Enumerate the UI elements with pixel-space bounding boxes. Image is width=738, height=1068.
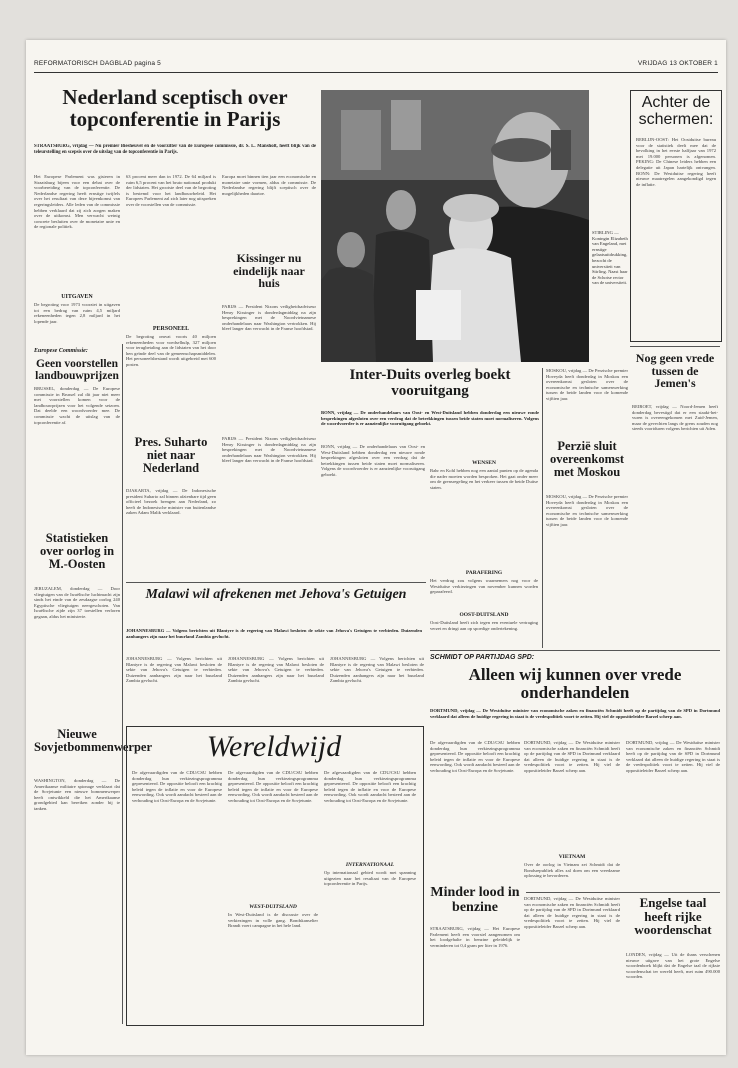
page-header [34,60,718,70]
inter-duits-col3: Het verdrag zou volgens waarnemers nog voor de Westduitse verkiezingen van november kunnen worden geparafeerd. [430,578,538,595]
achter-de-schermen-box [630,90,722,342]
jehova-col3: JOHANNESBURG — Volgens berichten uit Blantyre is de regering van Malawi besloten de sekte van Jehova's Getuigen te verbieden. Duizenden aanhangers zijn naar het buurland Zambia gevlucht. [330,656,424,684]
jemen-text: BEIROET, vrijdag — Noord-Jemen heeft donderdag bevestigd dat er een staakt-het-vuren is overeengekomen met Zuid-Jemen, maar de gevechten langs de grens zouden nog steeds voortduren volgens berichten uit Aden. [632,404,718,432]
sovjet-headline: Nieuwe Sovjetbommenwerper [34,727,153,755]
wereldwijd-col3: De afgevaardigden van de CDU/CSU hebben donderdag hun verkiezingsprogramma gepresenteerd. De oppositie belooft een krachtig beleid tegen de inflatie en voor de Europese eenwording. Ook wordt aandacht besteed aan de verhouding tot Oost-Europa en de Sovjetunie. [324,770,416,803]
inter-duits-subhead-oost: OOST-DUITSLAND [459,612,509,618]
header-rule [34,72,718,73]
wereldwijd-title: Wereldwijd [206,730,342,763]
middle-filler-text: PARIJS — President Nixons veiligheidsadviseur Henry Kissinger is donderdagmiddag na zijn besprekingen met de Noordvietnamese onderhandelaars naar Washington vertrokken. Hij bleef langer dan verwacht in de Franse hoofdstad. [222,436,316,464]
statistieken-headline: Statistieken over oorlog in M.-Oosten [39,531,115,572]
main-headline: Nederland sceptisch over topconferentie in Parijs [62,85,288,132]
statistieken-text: JERUZALEM, donderdag — Door vliegtuigen van de Israëlische luchtmacht zijn sinds het einde van de zesdaagse oorlog 240 Egyptische vliegtuigen neergeschoten. Van Israëlische zijde zijn 37 toestellen verloren gegaan, aldus het ministerie. [34,586,120,619]
wereldwijd-subhead-internationaal: INTERNATIONAAL [345,862,395,868]
engels-text: LONDEN, vrijdag — Uit de thans verschenen nieuwe uitgave van het grote Engelse woordenboek blijkt dat de Engelse taal de rijkste woordenschat ter wereld heeft, met ruim 490.000 woorden. [626,952,720,980]
jemen-rule [630,346,720,347]
divider-photo-right [542,368,543,648]
sovjet-text: WASHINGTON, donderdag — De Amerikaanse militaire spionage verklaart dat de Sovjetunie een nieuwe bommenwerper heeft ontwikkeld die het Amerikaanse grondgebied kan bereiken zonder bij te tanken. [34,778,120,811]
inter-duits-col2: Bahr en Kohl hebben nog een aantal punten op de agenda die nader moeten worden besproken. Het gaat onder meer om de grensregeling en het verkeer tussen de beide Duitse staten. [430,468,538,490]
main-article-lead: STRAATSBURG, vrijdag — Nu premier Biesheuvel en de voorzitter van de Europese commissie, dr. S. L. Mansholt, heeft blijk van de teleurstelling en scepsis over de uitslag van de topconferentie in Parijs. [34,144,316,155]
queen-photo [321,90,589,362]
commissie-kicker: Europese Commissie: [34,348,88,354]
spd-top-rule [430,650,720,651]
spd-lead: DORTMUND, vrijdag — De Westduitse minister van economische zaken en financiën Schmidt heeft op de partijdag van de SPD in Dortmund verklaard dat alleen de huidige regering in staat is de vredespolitiek voort te zetten. Hij viel de oppositieleider Barzel scherp aan. [430,708,720,719]
main-subhead-text: De begroting voor 1973 voorziet in uitgaven tot een bedrag van ruim 4,5 miljard rekeneenheden tegen 2,8 miljard in het lopende jaar. [34,302,120,324]
wereldwijd-col3b: Op internationaal gebied wordt met spanning uitgezien naar het resultaat van de Europese topconferentie in Parijs. [324,870,416,887]
spd-subhead-vietnam: VIETNAM [558,854,586,860]
divider-col1 [122,344,123,1024]
jemen-headline: Nog geen vrede tussen de Jemen's [635,351,715,391]
benzine-text: STRAATSBURG, vrijdag — Het Europese Parlement heeft een voorstel aangenomen om het loodgehalte in benzine geleidelijk te verminderen tot 0,4 gram per liter in 1976. [430,926,520,948]
inter-duits-lead: BONN, vrijdag — De onderhandelaars van Oost- en West-Duitsland hebben donderdag een nieuwe ronde besprekingen afgesloten over een verdrag dat de betrekkingen tussen beide staten moet normaliseren. Volgens de woordvoerder is er aanzienlijke vooruitgang geboekt. [321,410,539,427]
wereldwijd-col2: De afgevaardigden van de CDU/CSU hebben donderdag hun verkiezingsprogramma gepresenteerd. De oppositie belooft een krachtig beleid tegen de inflatie en voor de Europese eenwording. Ook wordt aandacht besteed aan de verhouding tot Oost-Europa en de Sovjetunie. [228,770,318,803]
perzie-text: MOSKOU, vrijdag — De Perzische premier Hoveyda heeft donderdag in Moskou een overeenkomst gesloten over de economische en technische samenwerking tussen de beide landen voor de komende vijftien jaar. [546,494,628,527]
jehova-top-rule [126,582,426,583]
personeel-text: De begroting omvat voorts 40 miljoen rekeneenheden voor voedselhulp, 327 miljoen voor terugbetaling aan de lidstaten van het door hen geïnde deel van de gemeenschapsmiddelen. Het personeelsbestand wordt uitgebreid met 600 posten. [126,334,216,367]
inter-duits-col1: BONN, vrijdag — De onderhandelaars van Oost- en West-Duitsland hebben donderdag een nieuwe ronde besprekingen afgesloten over een verdrag dat de betrekkingen tussen beide staten moet normaliseren. Volgens de woordvoerder is er aanzienlijke vooruitgang geboekt. [321,444,425,477]
spd-col2: DORTMUND, vrijdag — De Westduitse minister van economische zaken en financiën Schmidt heeft op de partijdag van de SPD in Dortmund verklaard dat alleen de huidige regering in staat is de vredespolitiek voort te zetten. Hij viel de oppositieleider Barzel scherp aan. [626,740,720,773]
benzine-side-col: De afgevaardigden van de CDU/CSU hebben donderdag hun verkiezingsprogramma gepresenteerd. De oppositie belooft een krachtig beleid tegen de inflatie en voor de Europese eenwording. Ook wordt aandacht besteed aan de verhouding tot Oost-Europa en de Sovjetunie. [430,740,520,773]
achter-text: BERLIJN-OOST: Het Oostduitse bureau voor de statistiek deelt mee dat de bevolking in het eerste halfjaar van 1972 met 19.000 personen is afgenomen. PEKING: De Chinese leiders hebben een delegatie uit Japan hartelijk ontvangen. BONN: De Westduitse regering heeft nieuwe maatregelen aangekondigd tegen de inflatie. [636,137,716,187]
kissinger-text: PARIJS — President Nixons veiligheidsadviseur Henry Kissinger is donderdagmiddag na zijn besprekingen met de Noordvietnamese onderhandelaars naar Washington vertrokken. Hij bleef langer dan verwacht in de Franse hoofdstad. [222,304,316,332]
wereldwijd-col2b: In West-Duitsland is de discussie over de verkiezingen in volle gang. Bondskanselier Brandt voert campagne in het hele land. [228,912,318,929]
suharto-text: DJAKARTA, vrijdag — De Indonesische president Suharto zal binnen afzienbare tijd geen officieel bezoek brengen aan Nederland, zo heeft de Indonesische minister van buitenlandse zaken Adam Malik verklaard. [126,488,216,516]
personeel-subhead: PERSONEEL [152,326,190,332]
photo-caption: STIRLING — Koningin Elizabeth van Engeland, met ernstige gelaatsuitdrukking, bezocht de universiteit van Stirling. Naast haar de Schotse rector van de universiteit. [592,230,628,286]
page-date: VRIJDAG 13 OKTOBER 1 [637,60,718,67]
benzine-headline: Minder lood in benzine [430,885,520,915]
spd-headline: Alleen wij kunnen over vrede onderhandelen [468,665,682,702]
jehova-col2: JOHANNESBURG — Volgens berichten uit Blantyre is de regering van Malawi besloten de sekte van Jehova's Getuigen te verbieden. Duizenden aanhangers zijn naar het buurland Zambia gevlucht. [228,656,324,684]
kissinger-headline: Kissinger nu eindelijk naar huis [233,251,305,291]
newspaper-name: REFORMATORISCH DAGBLAD pagina 5 [34,60,161,67]
inter-duits-headline: Inter-Duits overleg boekt vooruitgang [349,367,511,399]
spd-kicker: SCHMIDT OP PARTIJDAG SPD: [430,654,535,661]
engels-rule [526,892,720,893]
newspaper-page [26,40,726,1055]
engels-headline: Engelse taal heeft rijke woordenschat [634,895,712,938]
wereldwijd-col1: De afgevaardigden van de CDU/CSU hebben donderdag hun verkiezingsprogramma gepresenteerd. De oppositie belooft een krachtig beleid tegen de inflatie en voor de Europese eenwording. Ook wordt aandacht besteed aan de verhouding tot Oost-Europa en de Sovjetunie. [132,770,222,803]
wereldwijd-subhead-west: WEST-DUITSLAND [249,904,297,910]
spd-col1b: Over de oorlog in Vietnam zei Schmidt dat de Bondsrepubliek alles zal doen om een vreedzame oplossing te bevorderen. [524,862,620,879]
jehova-col1: JOHANNESBURG — Volgens berichten uit Blantyre is de regering van Malawi besloten de sekte van Jehova's Getuigen te verbieden. Duizenden aanhangers zijn naar het buurland Zambia gevlucht. [126,656,222,684]
perzie-headline: Perzië sluit overeenkomst met Moskou [549,439,625,480]
inter-duits-col4: Oost-Duitsland heeft zich tegen een eventuele vertraging verzet en dringt aan op spoedige ondertekening. [430,620,538,631]
main-article-col3: Europa moet binnen tien jaar een economische en monetaire unie vormen, aldus de commissie. De Nederlandse regering blijft sceptisch over de mogelijkheden daartoe. [222,174,316,196]
engels-side-col: DORTMUND, vrijdag — De Westduitse minister van economische zaken en financiën Schmidt heeft op de partijdag van de SPD in Dortmund verklaard dat alleen de huidige regering in staat is de vredespolitiek voort te zetten. Hij viel de oppositieleider Barzel scherp aan. [524,896,620,929]
main-article-col1: Het Europese Parlement was gisteren in Straatsburg bijeen voor een debat over de voorbereiding van de topconferentie. De Nederlandse regering heeft ernstige twijfels over het resultaat van deze bijeenkomst van regeringsleiders. Alle leden van de commissie hebben verklaard dat zij zich zorgen maken over de uitkomst. Men verwacht weinig concrete besluiten over de monetaire unie en de regionale politiek. [34,174,120,230]
commissie-text: BRUSSEL, donderdag — De Europese commissie in Brussel zal dit jaar niet meer met voorstellen komen voor de landbouwprijzen voor het volgende seizoen. Dat deelde een woordvoerder mee. De commissie wacht de uitslag van de topconferentie af. [34,386,120,425]
spd-col1: DORTMUND, vrijdag — De Westduitse minister van economische zaken en financiën Schmidt heeft op de partijdag van de SPD in Dortmund verklaard dat alleen de huidige regering in staat is de vredespolitiek voort te zetten. Hij viel de oppositieleider Barzel scherp aan. [524,740,620,773]
commissie-headline: Geen voorstellen landbouwprijzen [35,358,119,383]
suharto-headline: Pres. Suharto niet naar Nederland [134,435,208,476]
jehova-headline: Malawi wil afrekenen met Jehova's Getuigen [145,587,407,602]
jehova-lead: JOHANNESBURG — Volgens berichten uit Blantyre is de regering van Malawi besloten de sekte van Jehova's Getuigen te verbieden. Duizenden aanhangers zijn naar het buurland Zambia gevlucht. [126,628,422,639]
inter-duits-subhead-wensen: WENSEN [472,460,496,466]
inter-duits-subhead-parafering: PARAFERING [465,570,503,576]
perzie-intro: MOSKOU, vrijdag — De Perzische premier Hoveyda heeft donderdag in Moskou een overeenkomst gesloten over de economische en technische samenwerking tussen de beide landen voor de komende vijftien jaar. [546,368,628,401]
main-article-col2: 63 procent meer dan in 1972. De 64 miljard is ruim 6,5 procent van het bruto nationaal produkt der lidstaten. Het grootste deel van de begroting is bestemd voor het landbouwbeleid. Het Europees Parlement zal zich later nog uitspreken over de voorstellen van de commissie. [126,174,216,207]
achter-title: Achter de schermen: [638,94,714,128]
main-subhead-uitgaven: UITGAVEN [61,294,93,300]
